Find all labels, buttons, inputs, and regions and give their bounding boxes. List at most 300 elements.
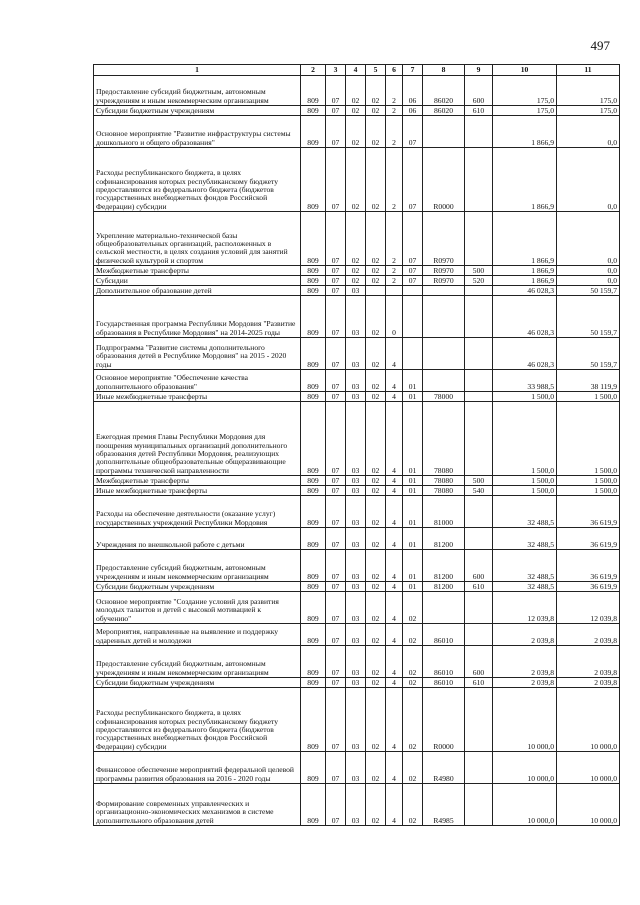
direction: R4985: [423, 784, 465, 826]
budget-table: [93, 64, 620, 826]
program: 02: [366, 688, 386, 752]
expense-type: [465, 286, 493, 296]
expense-type: [465, 296, 493, 338]
admin-code: 809: [301, 148, 326, 212]
section: 07: [326, 116, 346, 148]
amount-2017: 32 488,5: [493, 528, 557, 550]
activity: 01: [403, 528, 423, 550]
expense-type: 600: [465, 550, 493, 582]
table-row: [94, 624, 620, 646]
admin-code: 809: [301, 266, 326, 276]
admin-code: 809: [301, 550, 326, 582]
amount-2017: 32 488,5: [493, 582, 557, 592]
direction: R0000: [423, 148, 465, 212]
amount-2018: 12 039,8: [557, 592, 620, 624]
amount-2017: 1 866,9: [493, 148, 557, 212]
section: 07: [326, 392, 346, 402]
activity: 06: [403, 76, 423, 106]
program: 02: [366, 624, 386, 646]
activity: 01: [403, 582, 423, 592]
column-header: 1: [94, 65, 301, 76]
subsection: 03: [346, 678, 366, 688]
column-header: 8: [423, 65, 465, 76]
section: 07: [326, 276, 346, 286]
table-row: [94, 646, 620, 678]
amount-2017: 2 039,8: [493, 678, 557, 688]
row-name: Межбюджетные трансферты: [94, 266, 301, 276]
admin-code: 809: [301, 528, 326, 550]
expense-type: 540: [465, 486, 493, 496]
program: 02: [366, 528, 386, 550]
amount-2018: 10 000,0: [557, 688, 620, 752]
activity: 01: [403, 370, 423, 392]
table-row: [94, 592, 620, 624]
row-name: Иные межбюджетные трансферты: [94, 486, 301, 496]
program: 02: [366, 370, 386, 392]
admin-code: 809: [301, 752, 326, 784]
header-row: [94, 65, 620, 76]
row-name: Субсидии бюджетным учреждениям: [94, 678, 301, 688]
amount-2017: 1 500,0: [493, 402, 557, 476]
activity: 02: [403, 752, 423, 784]
expense-type: [465, 370, 493, 392]
direction: 78080: [423, 486, 465, 496]
subsection: 03: [346, 338, 366, 370]
expense-type: 610: [465, 582, 493, 592]
amount-2018: 36 619,9: [557, 550, 620, 582]
amount-2018: 50 159,7: [557, 296, 620, 338]
amount-2017: 1 866,9: [493, 116, 557, 148]
admin-code: 809: [301, 370, 326, 392]
subprogram: 4: [386, 486, 403, 496]
row-name: Учреждения по внешкольной работе с детьми: [94, 528, 301, 550]
subsection: 03: [346, 784, 366, 826]
table-row: [94, 688, 620, 752]
amount-2018: 175,0: [557, 76, 620, 106]
activity: 07: [403, 116, 423, 148]
amount-2018: 36 619,9: [557, 582, 620, 592]
subprogram: 4: [386, 582, 403, 592]
amount-2018: 1 500,0: [557, 392, 620, 402]
activity: 07: [403, 148, 423, 212]
direction: [423, 286, 465, 296]
direction: R0970: [423, 266, 465, 276]
table-row: [94, 106, 620, 116]
subprogram: 2: [386, 106, 403, 116]
subsection: 03: [346, 486, 366, 496]
section: 07: [326, 402, 346, 476]
table-row: [94, 752, 620, 784]
subsection: 03: [346, 286, 366, 296]
column-header: 9: [465, 65, 493, 76]
admin-code: 809: [301, 106, 326, 116]
section: 07: [326, 592, 346, 624]
row-name: Основное мероприятие "Создание условий для развития молодых талантов и детей с высокой мотивацией к обучению": [94, 592, 301, 624]
row-name: Предоставление субсидий бюджетным, автономным учреждениям и иным некоммерческим организациям: [94, 646, 301, 678]
amount-2018: 0,0: [557, 212, 620, 266]
subprogram: 4: [386, 678, 403, 688]
section: 07: [326, 266, 346, 276]
amount-2017: 46 028,3: [493, 286, 557, 296]
section: 07: [326, 296, 346, 338]
activity: 01: [403, 496, 423, 528]
section: 07: [326, 76, 346, 106]
expense-type: [465, 752, 493, 784]
activity: 07: [403, 276, 423, 286]
amount-2017: 1 866,9: [493, 266, 557, 276]
subprogram: 4: [386, 646, 403, 678]
expense-type: 610: [465, 678, 493, 688]
subprogram: [386, 286, 403, 296]
subprogram: 4: [386, 550, 403, 582]
row-name: Подпрограмма "Развитие системы дополнительного образования детей в Республике Мордовия" на 2015 - 2020 годы: [94, 338, 301, 370]
program: 02: [366, 296, 386, 338]
amount-2017: 1 500,0: [493, 392, 557, 402]
expense-type: 600: [465, 646, 493, 678]
row-name: Основное мероприятие "Развитие инфраструктуры системы дошкольного и общего образования": [94, 116, 301, 148]
table-row: [94, 678, 620, 688]
expense-type: [465, 212, 493, 266]
subsection: 03: [346, 550, 366, 582]
subsection: 03: [346, 476, 366, 486]
amount-2018: 175,0: [557, 106, 620, 116]
row-name: Основное мероприятие "Обеспечение качества дополнительного образования": [94, 370, 301, 392]
row-name: Субсидии бюджетным учреждениям: [94, 106, 301, 116]
program: 02: [366, 646, 386, 678]
subprogram: 2: [386, 266, 403, 276]
activity: 02: [403, 646, 423, 678]
column-header: 11: [557, 65, 620, 76]
table-row: [94, 286, 620, 296]
direction: 86010: [423, 624, 465, 646]
program: 02: [366, 212, 386, 266]
expense-type: [465, 392, 493, 402]
subprogram: 4: [386, 392, 403, 402]
section: 07: [326, 784, 346, 826]
section: 07: [326, 646, 346, 678]
expense-type: [465, 402, 493, 476]
amount-2018: 36 619,9: [557, 528, 620, 550]
amount-2017: 10 000,0: [493, 688, 557, 752]
program: 02: [366, 550, 386, 582]
section: 07: [326, 370, 346, 392]
table-row: [94, 338, 620, 370]
column-header: 6: [386, 65, 403, 76]
admin-code: 809: [301, 76, 326, 106]
amount-2018: 0,0: [557, 276, 620, 286]
expense-type: [465, 116, 493, 148]
row-name: Субсидии бюджетным учреждениям: [94, 582, 301, 592]
section: 07: [326, 688, 346, 752]
amount-2017: 1 866,9: [493, 212, 557, 266]
amount-2017: 32 488,5: [493, 550, 557, 582]
direction: 81000: [423, 496, 465, 528]
row-name: Предоставление субсидий бюджетным, автономным учреждениям и иным некоммерческим организациям: [94, 550, 301, 582]
subsection: 02: [346, 106, 366, 116]
amount-2017: 2 039,8: [493, 646, 557, 678]
column-header: 7: [403, 65, 423, 76]
subsection: 02: [346, 212, 366, 266]
direction: 86020: [423, 106, 465, 116]
activity: [403, 338, 423, 370]
row-name: Предоставление субсидий бюджетным, автономным учреждениям и иным некоммерческим организациям: [94, 76, 301, 106]
table-row: [94, 486, 620, 496]
table-row: [94, 148, 620, 212]
subprogram: 0: [386, 296, 403, 338]
expense-type: [465, 148, 493, 212]
table-row: [94, 296, 620, 338]
subprogram: 4: [386, 402, 403, 476]
amount-2017: 33 988,5: [493, 370, 557, 392]
table-row: [94, 370, 620, 392]
table-row: [94, 476, 620, 486]
direction: R0970: [423, 276, 465, 286]
amount-2017: 46 028,3: [493, 296, 557, 338]
activity: 07: [403, 266, 423, 276]
admin-code: 809: [301, 496, 326, 528]
subsection: 03: [346, 688, 366, 752]
table-row: [94, 582, 620, 592]
admin-code: 809: [301, 486, 326, 496]
amount-2018: 1 500,0: [557, 486, 620, 496]
row-name: Финансовое обеспечение мероприятий федеральной целевой программы развития образования на 2016 - 2020 годы: [94, 752, 301, 784]
expense-type: [465, 338, 493, 370]
program: 02: [366, 106, 386, 116]
amount-2018: 10 000,0: [557, 784, 620, 826]
subprogram: 4: [386, 624, 403, 646]
admin-code: 809: [301, 688, 326, 752]
section: 07: [326, 582, 346, 592]
activity: [403, 296, 423, 338]
admin-code: 809: [301, 678, 326, 688]
activity: 07: [403, 212, 423, 266]
program: 02: [366, 496, 386, 528]
program: 02: [366, 148, 386, 212]
direction: 78080: [423, 476, 465, 486]
amount-2018: 36 619,9: [557, 496, 620, 528]
admin-code: 809: [301, 624, 326, 646]
amount-2017: 175,0: [493, 76, 557, 106]
admin-code: 809: [301, 646, 326, 678]
program: 02: [366, 752, 386, 784]
column-header: 2: [301, 65, 326, 76]
amount-2017: 10 000,0: [493, 784, 557, 826]
table-row: [94, 276, 620, 286]
direction: 81200: [423, 528, 465, 550]
subsection: 03: [346, 402, 366, 476]
program: 02: [366, 338, 386, 370]
direction: 81200: [423, 582, 465, 592]
program: 02: [366, 276, 386, 286]
activity: 02: [403, 678, 423, 688]
table-row: [94, 76, 620, 106]
section: 07: [326, 106, 346, 116]
activity: 01: [403, 476, 423, 486]
direction: [423, 338, 465, 370]
program: 02: [366, 592, 386, 624]
admin-code: 809: [301, 212, 326, 266]
table-row: [94, 212, 620, 266]
amount-2018: 50 159,7: [557, 338, 620, 370]
activity: 02: [403, 688, 423, 752]
expense-type: [465, 496, 493, 528]
program: 02: [366, 784, 386, 826]
amount-2018: 0,0: [557, 266, 620, 276]
expense-type: 520: [465, 276, 493, 286]
amount-2017: 1 866,9: [493, 276, 557, 286]
section: 07: [326, 148, 346, 212]
amount-2017: 32 488,5: [493, 496, 557, 528]
subprogram: 4: [386, 592, 403, 624]
subsection: 02: [346, 266, 366, 276]
direction: 78000: [423, 392, 465, 402]
direction: 86020: [423, 76, 465, 106]
activity: 02: [403, 592, 423, 624]
section: 07: [326, 476, 346, 486]
subprogram: 4: [386, 496, 403, 528]
amount-2018: 10 000,0: [557, 752, 620, 784]
column-header: 4: [346, 65, 366, 76]
program: 02: [366, 582, 386, 592]
row-name: Расходы республиканского бюджета, в целях софинансирования которых республиканскому бюджету предоставляются из федерального бюджета (бюджетов государственных внебюджетных фондов Российской Федерации) субсидии: [94, 148, 301, 212]
expense-type: 500: [465, 266, 493, 276]
table-row: [94, 266, 620, 276]
table-row: [94, 392, 620, 402]
direction: 81200: [423, 550, 465, 582]
activity: 02: [403, 624, 423, 646]
subprogram: 4: [386, 370, 403, 392]
direction: R4980: [423, 752, 465, 784]
direction: [423, 116, 465, 148]
subprogram: 4: [386, 688, 403, 752]
expense-type: [465, 624, 493, 646]
subsection: 03: [346, 296, 366, 338]
amount-2017: 175,0: [493, 106, 557, 116]
section: 07: [326, 486, 346, 496]
subprogram: 2: [386, 76, 403, 106]
admin-code: 809: [301, 296, 326, 338]
section: 07: [326, 338, 346, 370]
row-name: Ежегодная премия Главы Республики Мордовия для поощрения муниципальных организаций дополнительного образования детей Республики Мордовия, реализующих дополнительные общеобразовательные общеразвивающие программы технической направленности: [94, 402, 301, 476]
section: 07: [326, 550, 346, 582]
subsection: 02: [346, 148, 366, 212]
column-header: 10: [493, 65, 557, 76]
direction: [423, 592, 465, 624]
expense-type: 500: [465, 476, 493, 486]
subsection: 03: [346, 592, 366, 624]
amount-2018: 2 039,8: [557, 678, 620, 688]
amount-2018: 1 500,0: [557, 402, 620, 476]
subprogram: 2: [386, 276, 403, 286]
direction: R0000: [423, 688, 465, 752]
activity: 01: [403, 402, 423, 476]
subprogram: 4: [386, 752, 403, 784]
subsection: 03: [346, 370, 366, 392]
subsection: 03: [346, 528, 366, 550]
row-name: Укрепление материально-технической базы общеобразовательных организаций, расположенных в сельской местности, в целях создания условий для занятий физической культурой и спортом: [94, 212, 301, 266]
subprogram: 2: [386, 212, 403, 266]
expense-type: 610: [465, 106, 493, 116]
subsection: 03: [346, 624, 366, 646]
expense-type: [465, 688, 493, 752]
row-name: Субсидии: [94, 276, 301, 286]
activity: 02: [403, 784, 423, 826]
row-name: Мероприятия, направленные на выявление и поддержку одаренных детей и молодежи: [94, 624, 301, 646]
amount-2017: 1 500,0: [493, 476, 557, 486]
expense-type: [465, 528, 493, 550]
admin-code: 809: [301, 476, 326, 486]
subprogram: 2: [386, 116, 403, 148]
program: 02: [366, 486, 386, 496]
subsection: 02: [346, 76, 366, 106]
program: [366, 286, 386, 296]
table-row: [94, 528, 620, 550]
column-header: 5: [366, 65, 386, 76]
activity: 06: [403, 106, 423, 116]
amount-2017: 46 028,3: [493, 338, 557, 370]
row-name: Расходы республиканского бюджета, в целях софинансирования которых республиканскому бюджету предоставляются из федерального бюджета (бюджетов государственных внебюджетных фондов Российской Федерации) субсидии: [94, 688, 301, 752]
table-row: [94, 550, 620, 582]
activity: 01: [403, 486, 423, 496]
admin-code: 809: [301, 286, 326, 296]
section: 07: [326, 286, 346, 296]
table-row: [94, 496, 620, 528]
admin-code: 809: [301, 338, 326, 370]
activity: [403, 286, 423, 296]
admin-code: 809: [301, 276, 326, 286]
direction: R0970: [423, 212, 465, 266]
subprogram: 4: [386, 476, 403, 486]
direction: [423, 370, 465, 392]
row-name: Иные межбюджетные трансферты: [94, 392, 301, 402]
amount-2018: 38 119,9: [557, 370, 620, 392]
subsection: 02: [346, 116, 366, 148]
amount-2017: 10 000,0: [493, 752, 557, 784]
admin-code: 809: [301, 392, 326, 402]
subprogram: 4: [386, 338, 403, 370]
expense-type: [465, 784, 493, 826]
subprogram: 2: [386, 148, 403, 212]
admin-code: 809: [301, 116, 326, 148]
activity: 01: [403, 392, 423, 402]
column-header: 3: [326, 65, 346, 76]
program: 02: [366, 476, 386, 486]
direction: 78080: [423, 402, 465, 476]
table-row: [94, 116, 620, 148]
direction: 86010: [423, 678, 465, 688]
direction: 86010: [423, 646, 465, 678]
admin-code: 809: [301, 402, 326, 476]
row-name: Дополнительное образование детей: [94, 286, 301, 296]
subsection: 03: [346, 646, 366, 678]
amount-2017: 12 039,8: [493, 592, 557, 624]
row-name: Формирование современных управленческих и организационно-экономических механизмов в системе дополнительного образования детей: [94, 784, 301, 826]
amount-2018: 0,0: [557, 148, 620, 212]
amount-2018: 50 159,7: [557, 286, 620, 296]
program: 02: [366, 266, 386, 276]
amount-2018: 2 039,8: [557, 646, 620, 678]
subsection: 03: [346, 496, 366, 528]
amount-2018: 2 039,8: [557, 624, 620, 646]
expense-type: 600: [465, 76, 493, 106]
subsection: 02: [346, 276, 366, 286]
subsection: 03: [346, 752, 366, 784]
program: 02: [366, 678, 386, 688]
program: 02: [366, 392, 386, 402]
section: 07: [326, 212, 346, 266]
subsection: 03: [346, 582, 366, 592]
table-body: [94, 76, 620, 826]
